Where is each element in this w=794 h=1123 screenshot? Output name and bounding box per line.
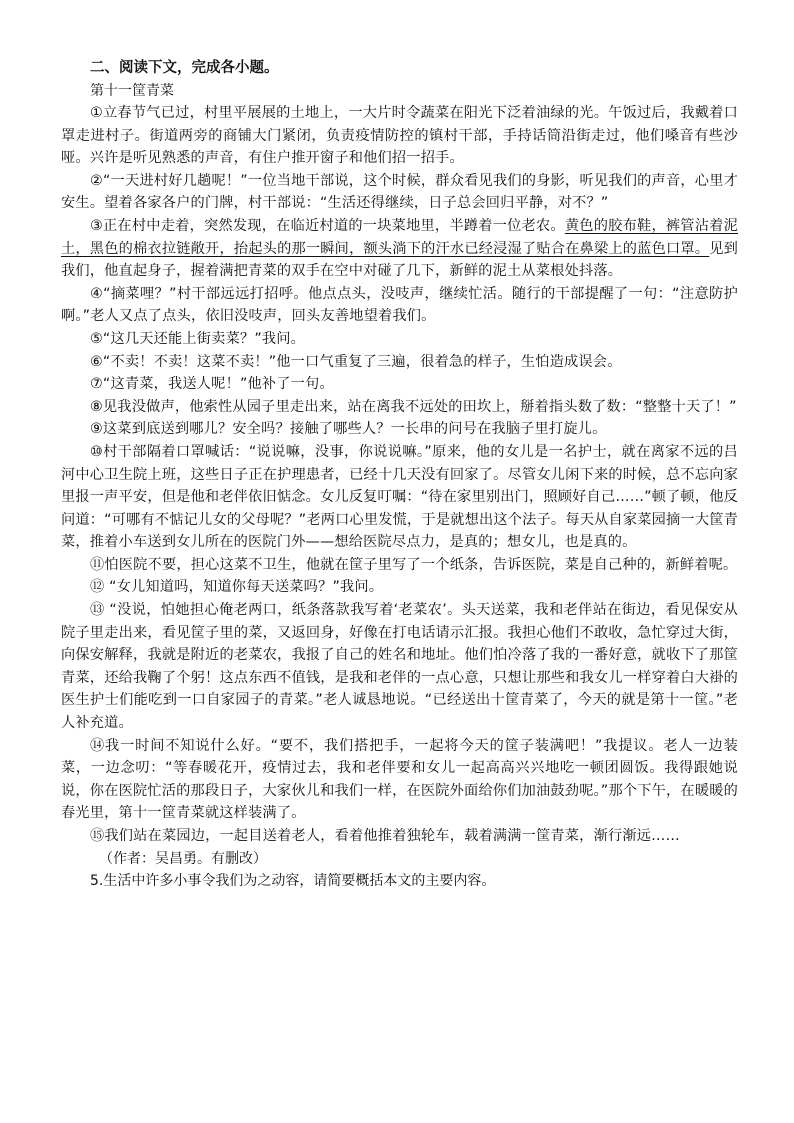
paragraph-11: ⑪怕医院不要，担心这菜不卫生，他就在筐子里写了一个纸条，告诉医院，菜是自己种的，新鲜着呢。 <box>90 556 738 573</box>
paragraph-4: ④“摘菜哩？”村干部远远打招呼。他点点头，没吱声，继续忙活。随行的干部提醒了一句：“注意防护啊。”老人又点了点头，依旧没吱声，回头友善地望着我们。 <box>61 285 738 325</box>
paragraph-3-intro: ③正在村中走着，突然发现，在临近村道的一块菜地里，半蹲着一位老农。 <box>90 217 565 234</box>
paragraph-3 <box>61 215 738 283</box>
paragraph-13: ⑬ “没说，怕她担心俺老两口，纸条落款我写着‘老菜农’。头天送菜，我和老伴站在街边，看见保安从院子里走出来，看见筐子里的菜，又返回身，好像在打电话请示汇报。我担心他们不敢收，急忙穿过大街，向保安解释，我就是附近的老菜农，我报了自己的姓名和地址。他们怕冷落了我的一番好意，就收下了那筐青菜，还给我鞠了个躬！这点东西不值钱，是我和老伴的一点心意，只想让那些和我女儿一样穿着白大褂的医生护士们能吃到一口自家园子的青菜。”老人诚恳地说。“已经送出十筐青菜了，今天的就是第十一筐。”老人补充道。 <box>61 602 738 732</box>
paragraph-14: ⑭我一时间不知说什么好。“要不，我们搭把手，一起将今天的筐子装满吧！”我提议。老人一边装菜，一边念叨：“等春暖花开，疫情过去，我和老伴要和女儿一起高高兴兴地吃一顿团圆饭。我得跟她说说，你在医院忙活的那段日子，大家伙儿和我们一样，在医院外面给你们加油鼓劲呢。”那个下午，在暖暖的春光里，第十一筐青菜就这样装满了。 <box>61 737 738 822</box>
paragraph-10: ⑩村干部隔着口罩喊话：“说说嘛，没事，你说说嘛。”原来，他的女儿是一名护士，就在离家不远的吕河中心卫生院上班，这些日子正在护理患者，已经十几天没有回家了。尽管女儿闲下来的时候，总不忘向家里报一声平安，但是他和老伴依旧惦念。女儿反复叮嘱：“待在家里别出门，照顾好自己……”顿了顿，他反问道：“可哪有不惦记儿女的父母呢？”老两口心里发慌，于是就想出这个法子。每天从自家菜园摘一大筐青菜，推着小车送到女儿所在的医院门外——想给医院尽点力，是真的；想女儿，也是真的。 <box>61 443 738 551</box>
paragraph-7: ⑦“这青菜，我送人呢！”他补了一句。 <box>90 376 334 393</box>
question-5: 5.生活中许多小事令我们为之动容，请简要概括本文的主要内容。 <box>90 873 496 890</box>
article-title: 第十一筐青菜 <box>90 83 174 99</box>
paragraph-6: ⑥“不卖！不卖！这菜不卖！”他一口气重复了三遍，很着急的样子，生怕造成误会。 <box>90 353 622 370</box>
underlined-sentence: 黄色的胶布鞋，裤管沾着泥土，黑色的棉衣拉链敞开，抬起头的那一瞬间，额头淌下的汗水已经浸湿了贴合在鼻梁上的蓝色口罩。 <box>61 217 738 257</box>
paragraph-9: ⑨这菜到底送到哪儿？安全吗？接触了哪些人？一长串的问号在我脑子里打旋儿。 <box>90 421 607 438</box>
section-heading: 二、阅读下文，完成各小题。 <box>90 60 279 76</box>
paragraph-15: ⑮我们站在菜园边，一起目送着老人，看着他推着独轮车，载着满满一筐青菜，渐行渐远…… <box>90 828 680 844</box>
author-note: （作者：吴昌勇。有删改） <box>99 850 267 867</box>
paragraph-12: ⑫ “女儿知道吗，知道你每天送菜吗？”我问。 <box>90 579 384 596</box>
paragraph-8: ⑧见我没做声，他索性从园子里走出来，站在离我不远处的田坎上，掰着指头数了数：“整整十天了！” <box>90 398 737 415</box>
document-page <box>61 56 738 893</box>
paragraph-1: ①立春节气已过，村里平展展的土地上，一大片时令蔬菜在阳光下泛着油绿的光。午饭过后，我戴着口罩走进村子。街道两旁的商铺大门紧闭，负责疫情防控的镇村干部，手持话筒沿街走过，他们嗓音有些沙哑。兴许是听见熟悉的声音，有住户推开窗子和他们招一招手。 <box>61 105 738 167</box>
paragraph-2: ②“一天进村好几趟呢！”一位当地干部说，这个时候，群众看见我们的身影，听见我们的声音，心里才安生。望着各家各户的门牌，村干部说：“生活还得继续，日子总会回归平静，对不？” <box>61 172 738 212</box>
paragraph-3-rest: 见到我们，他直起身子，握着满把青菜的双手在空中对碰了几下，新鲜的泥土从菜根处抖落。 <box>61 240 738 280</box>
paragraph-5: ⑤“这几天还能上街卖菜？”我问。 <box>90 330 306 347</box>
